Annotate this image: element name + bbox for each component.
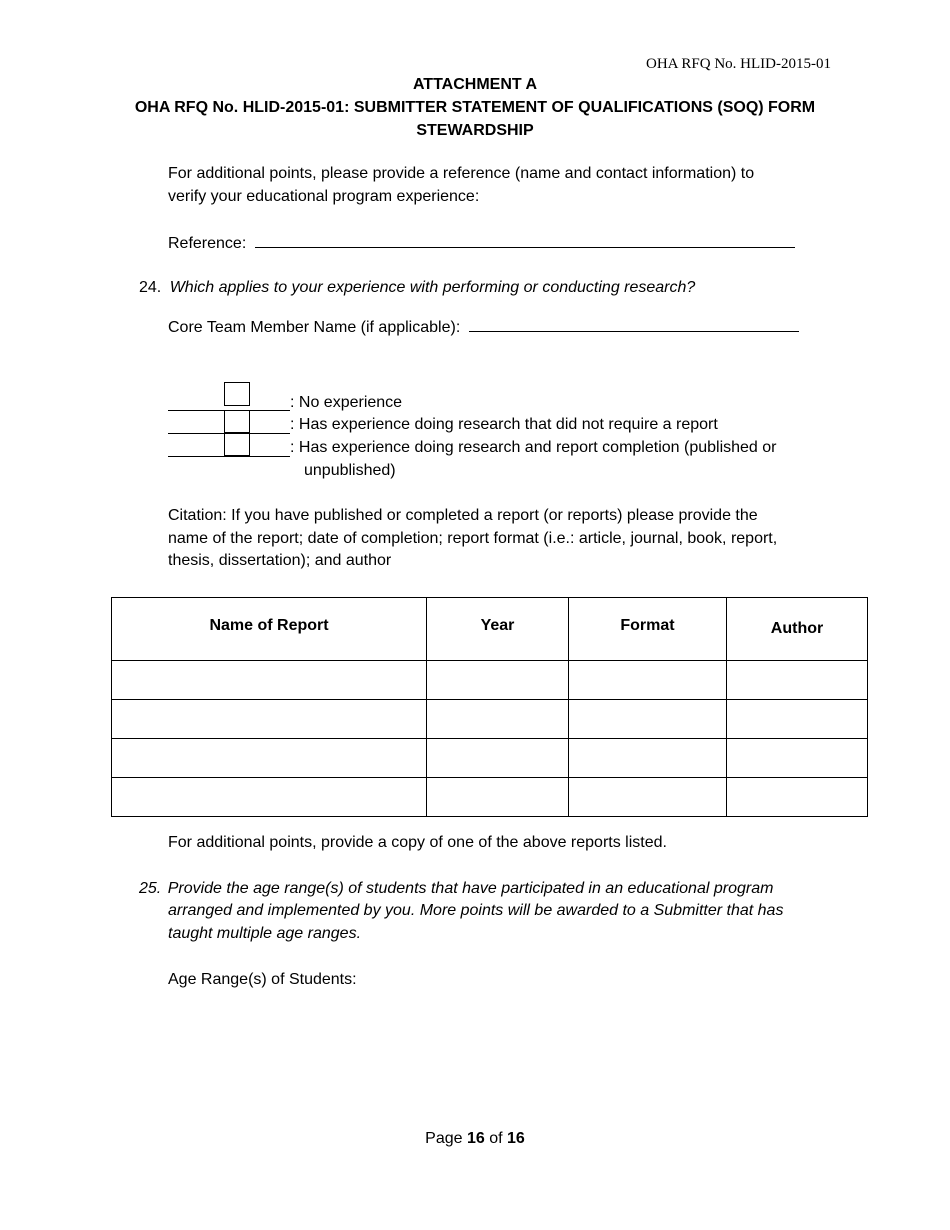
footer-page-total: 16 [507, 1130, 525, 1147]
report-year-cell[interactable] [427, 739, 569, 778]
header-format: Format [569, 598, 727, 661]
question-24-number: 24. [139, 279, 162, 296]
header-author: Author [727, 598, 868, 661]
report-author-cell[interactable] [727, 700, 868, 739]
option-report-completed-blank [168, 438, 290, 457]
page-footer [0, 1130, 950, 1148]
report-format-cell[interactable] [569, 739, 727, 778]
reference-input-line[interactable] [255, 233, 795, 248]
report-author-cell[interactable] [727, 661, 868, 700]
report-author-cell[interactable] [727, 739, 868, 778]
attachment-heading: ATTACHMENT A [412, 76, 538, 93]
core-member-input-line[interactable] [469, 317, 799, 332]
question-25-line1: Provide the age range(s) of students that have participated in an educational program [167, 880, 774, 897]
citation-line3: thesis, dissertation); and author [168, 552, 392, 569]
core-member-row [168, 317, 799, 337]
report-year-cell[interactable] [427, 700, 569, 739]
table-row [112, 700, 868, 739]
citation-line1: Citation: If you have published or completed a report (or reports) please provide the [168, 507, 758, 524]
report-format-cell[interactable] [569, 700, 727, 739]
form-title: OHA RFQ No. HLID-2015-01: SUBMITTER STATEMENT OF QUALIFICATIONS (SOQ) FORM [134, 99, 816, 116]
header-name-of-report: Name of Report [112, 598, 427, 661]
option-no-experience-label: : No experience [290, 394, 403, 411]
report-format-cell[interactable] [569, 778, 727, 817]
table-row [112, 739, 868, 778]
report-table [111, 597, 868, 817]
reference-intro-line1: For additional points, please provide a reference (name and contact information) to [168, 165, 755, 182]
option-report-completed-label: : Has experience doing research and report completion (published or [290, 439, 777, 456]
report-name-cell[interactable] [112, 778, 427, 817]
report-year-cell[interactable] [427, 661, 569, 700]
citation-line2: name of the report; date of completion; report format (i.e.: article, journal, book, report, [168, 530, 778, 547]
option-report-completed-checkbox[interactable] [224, 432, 250, 456]
option-no-report-checkbox[interactable] [224, 410, 250, 434]
question-25-line1-row [139, 880, 773, 898]
table-row [112, 661, 868, 700]
report-name-cell[interactable] [112, 661, 427, 700]
age-range-label: Age Range(s) of Students: [168, 971, 357, 988]
reference-intro-line2: verify your educational program experience: [168, 188, 480, 205]
report-name-cell[interactable] [112, 739, 427, 778]
question-25-line2: arranged and implemented by you. More points will be awarded to a Submitter that has [168, 902, 784, 919]
report-table-header-row [112, 598, 868, 661]
core-member-label: Core Team Member Name (if applicable): [168, 319, 461, 336]
question-24-text: Which applies to your experience with performing or conducting research? [169, 279, 696, 296]
table-row [112, 778, 868, 817]
report-author-cell[interactable] [727, 778, 868, 817]
reference-row [168, 233, 795, 253]
form-subtitle: STEWARDSHIP [416, 122, 534, 139]
footer-page-word: Page [425, 1130, 463, 1147]
report-name-cell[interactable] [112, 700, 427, 739]
question-25-number: 25. [139, 880, 162, 897]
header-ref-number: OHA RFQ No. HLID-2015-01 [646, 56, 831, 72]
footer-page-current: 16 [466, 1130, 485, 1147]
option-no-experience-checkbox[interactable] [224, 382, 250, 406]
report-format-cell[interactable] [569, 661, 727, 700]
question-25-line3: taught multiple age ranges. [168, 925, 362, 942]
footer-of-word: of [489, 1130, 503, 1147]
report-year-cell[interactable] [427, 778, 569, 817]
copy-note: For additional points, provide a copy of one of the above reports listed. [168, 834, 667, 851]
reference-label: Reference: [168, 235, 247, 252]
question-24 [139, 279, 695, 297]
option-no-experience-blank [168, 392, 290, 411]
option-report-completed-label-cont: unpublished) [304, 462, 396, 479]
header-year: Year [427, 598, 569, 661]
option-no-report-label: : Has experience doing research that did not require a report [290, 416, 718, 433]
